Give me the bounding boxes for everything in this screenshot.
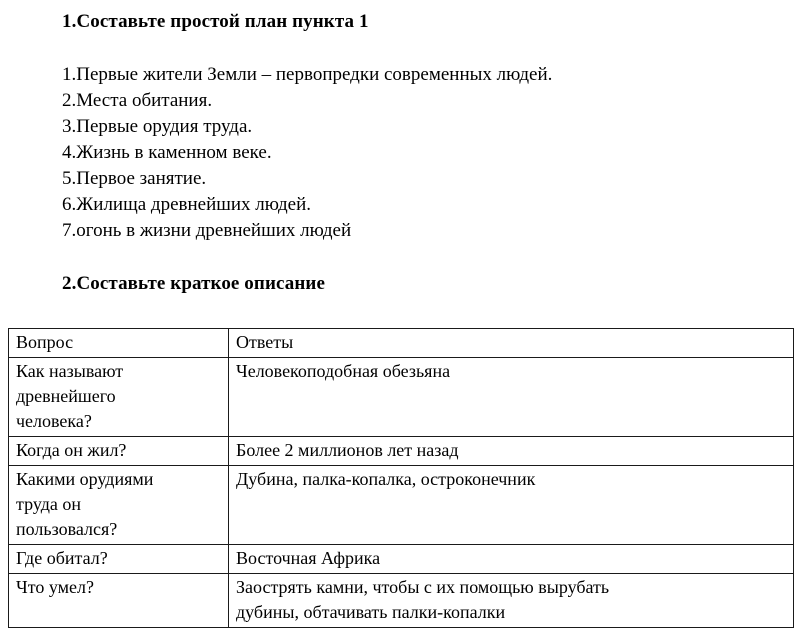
list-item-number: 5. — [62, 168, 77, 189]
list-item-text: огонь в жизни древнейших людей — [76, 220, 352, 241]
table-cell-question — [9, 466, 229, 545]
cell-line: Заострять камни, чтобы с их помощью вырубать — [236, 577, 610, 597]
list-item-text: Первые жители Земли – первопредки современных людей. — [76, 64, 553, 85]
list-item — [62, 62, 552, 88]
cell-line: Восточная Африка — [236, 548, 381, 568]
table-cell-question — [9, 358, 229, 437]
list-item-number: 4. — [62, 142, 77, 163]
cell-line: Дубина, палка-копалка, остроконечник — [236, 469, 536, 489]
table-cell-answer — [229, 437, 794, 466]
table-row — [9, 437, 794, 466]
cell-line: Что умел? — [16, 577, 94, 597]
list-item — [62, 166, 552, 192]
cell-line: древнейшего — [16, 386, 116, 406]
list-item-text: Места обитания. — [76, 90, 213, 111]
list-item-number: 6. — [62, 194, 77, 215]
cell-line: труда он — [16, 494, 81, 514]
list-item-text: Первые орудия труда. — [76, 116, 253, 137]
cell-line: Когда он жил? — [16, 440, 127, 460]
list-item-number: 1. — [62, 64, 77, 85]
cell-line: дубины, обтачивать палки-копалки — [236, 602, 506, 622]
table-row — [9, 574, 794, 628]
cell-line: Более 2 миллионов лет назад — [236, 440, 459, 460]
section-heading-plan: 1.Составьте простой план пункта 1 — [62, 11, 369, 32]
table-cell-question — [9, 437, 229, 466]
list-item-text: Жилища древнейших людей. — [76, 194, 312, 215]
table-header-row — [9, 329, 794, 358]
list-item-number: 2. — [62, 90, 77, 111]
cell-line: Как называют — [16, 361, 124, 381]
list-item — [62, 114, 552, 140]
table-cell-answer — [229, 545, 794, 574]
cell-line: пользовался? — [16, 519, 118, 539]
cell-line: Человекоподобная обезьяна — [236, 361, 451, 381]
cell-line: Где обитал? — [16, 548, 108, 568]
list-item — [62, 88, 552, 114]
list-item — [62, 140, 552, 166]
list-item — [62, 218, 552, 244]
question-answer-table — [8, 328, 794, 628]
table-cell-answer — [229, 574, 794, 628]
list-item-text: Первое занятие. — [76, 168, 207, 189]
cell-line: Какими орудиями — [16, 469, 154, 489]
table-row — [9, 466, 794, 545]
table-cell-answer — [229, 358, 794, 437]
table-header-question: Вопрос — [9, 329, 229, 358]
list-item-number: 3. — [62, 116, 77, 137]
table-cell-question — [9, 574, 229, 628]
cell-line: человека? — [16, 411, 92, 431]
list-item-text: Жизнь в каменном веке. — [76, 142, 272, 163]
section-heading-description: 2.Составьте краткое описание — [62, 273, 325, 294]
list-item-number: 7. — [62, 220, 77, 241]
list-item — [62, 192, 552, 218]
table-header-answer: Ответы — [229, 329, 794, 358]
table-row — [9, 545, 794, 574]
table-row — [9, 358, 794, 437]
table-cell-answer — [229, 466, 794, 545]
table-cell-question — [9, 545, 229, 574]
plan-list — [62, 62, 552, 244]
